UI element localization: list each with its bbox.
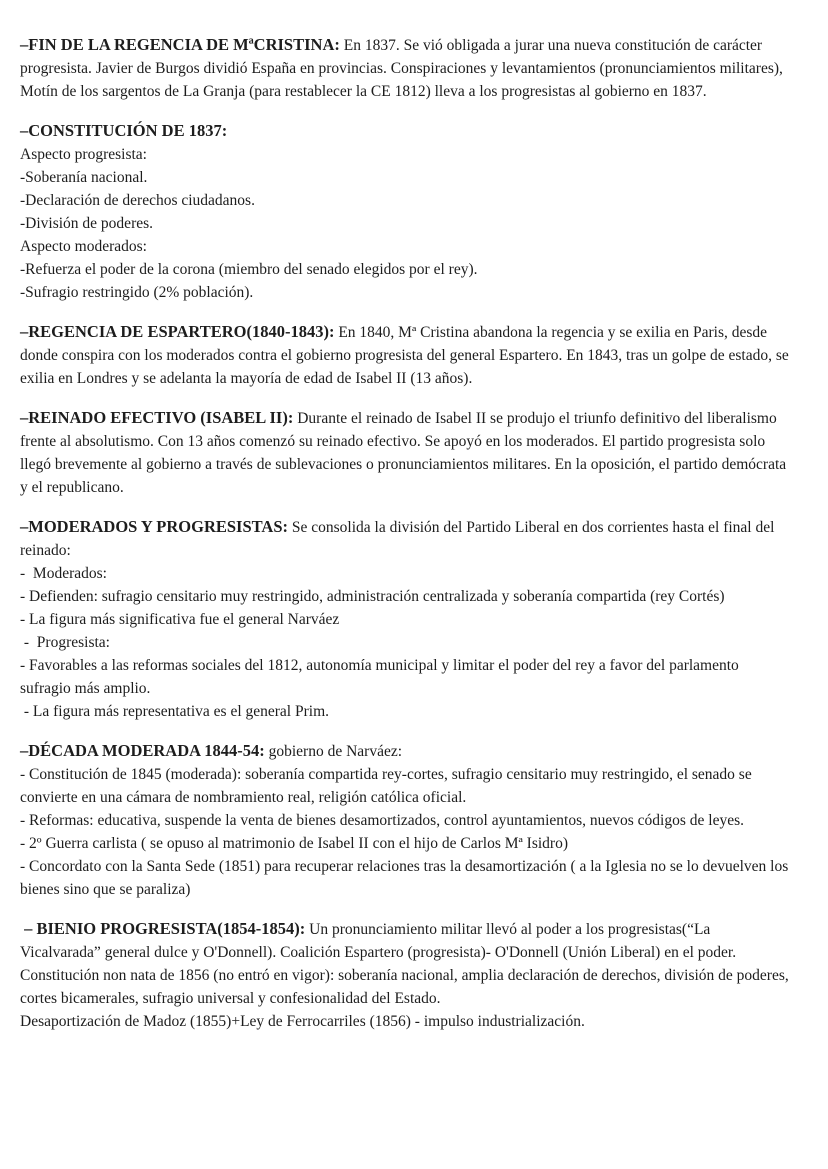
section-heading: –DÉCADA MODERADA 1844-54: (20, 741, 265, 760)
section-fin-regencia (20, 33, 792, 103)
section-paragraph (20, 33, 792, 103)
section-body-text: Se consolida la división del Partido Liberal en dos corrientes hasta el final del reinado: (20, 519, 779, 559)
section-bienio-progresista (20, 917, 792, 1033)
section-paragraph (20, 917, 792, 964)
section-line: - Reformas: educativa, suspende la venta de bienes desamortizados, control ayuntamientos, nuevos códigos de leyes. (20, 812, 744, 829)
section-line: - Concordato con la Santa Sede (1851) para recuperar relaciones tras la desamortización ( a la Iglesia no se lo devuelven los bienes sino que se paraliza) (20, 858, 793, 898)
section-heading: –FIN DE LA REGENCIA DE MªCRISTINA: (20, 35, 340, 54)
section-line: -Refuerza el poder de la corona (miembro del senado elegidos por el rey). (20, 261, 478, 278)
section-paragraph (20, 119, 792, 143)
section-heading: –CONSTITUCIÓN DE 1837: (20, 121, 228, 140)
section-line: Desaportización de Madoz (1855)+Ley de Ferrocarriles (1856) - impulso industrialización. (20, 1013, 585, 1030)
section-line: - Progresista: (20, 634, 110, 651)
section-paragraph (20, 320, 792, 390)
section-line: - La figura más representativa es el general Prim. (20, 703, 330, 720)
section-paragraph (20, 515, 792, 562)
section-heading: –REGENCIA DE ESPARTERO(1840-1843): (20, 322, 335, 341)
section-body-text: Durante el reinado de Isabel II se produjo el triunfo definitivo del liberalismo frente al absolutismo. Con 13 años comenzó su reinado efectivo. Se apoyó en los moderados. El partido progresista solo llegó brevemente al gobierno a través de sublevaciones o pronunciamientos militares. En la oposición, el partido demócrata y el republicano. (20, 410, 791, 496)
section-paragraph (20, 406, 792, 499)
section-heading: –REINADO EFECTIVO (ISABEL II): (20, 408, 294, 427)
section-line: -Declaración de derechos ciudadanos. (20, 192, 255, 209)
section-line: -División de poderes. (20, 215, 154, 232)
section-body-text: En 1840, Mª Cristina abandona la regencia y se exilia en Paris, desde donde conspira con los moderados contra el gobierno progresista del general Espartero. En 1843, tras un golpe de estado, se exilia en Londres y se adelanta la mayoría de edad de Isabel II (13 años). (20, 324, 793, 387)
section-line: Aspecto moderados: (20, 238, 147, 255)
section-paragraph (20, 739, 792, 763)
section-body-text: En 1837. Se vió obligada a jurar una nueva constitución de carácter progresista. Javier de Burgos dividió España en provincias. Conspiraciones y levantamientos (pronunciamientos militares), Motín de los sargentos de La Granja (para restablecer la CE 1812) lleva a los progresistas al gobierno en 1837. (20, 37, 787, 100)
section-line: -Sufragio restringido (2% población). (20, 284, 254, 301)
section-line: Aspecto progresista: (20, 146, 147, 163)
section-reinado-efectivo (20, 406, 792, 499)
section-body-text: Un pronunciamiento militar llevó al poder a los progresistas(“La Vicalvarada” general dulce y O'Donnell). Coalición Espartero (progresista)- O'Donnell (Unión Liberal) en el poder. (20, 921, 737, 961)
section-moderados-progresistas (20, 515, 792, 723)
section-heading: –MODERADOS Y PROGRESISTAS: (20, 517, 289, 536)
section-regencia-espartero (20, 320, 792, 390)
section-heading: – BIENIO PROGRESISTA(1854-1854): (20, 919, 306, 938)
section-line: -Soberanía nacional. (20, 169, 148, 186)
section-line: Constitución non nata de 1856 (no entró en vigor): soberanía nacional, amplia declaración de derechos, división de poderes, cortes bicamerales, sufragio universal y confesionalidad del Estado. (20, 967, 793, 1007)
section-line: - La figura más significativa fue el general Narváez (20, 611, 340, 628)
section-body-text: gobierno de Narváez: (264, 743, 403, 760)
section-line: - 2º Guerra carlista ( se opuso al matrimonio de Isabel II con el hijo de Carlos Mª Isidro) (20, 835, 568, 852)
section-decada-moderada (20, 739, 792, 901)
section-constitucion-1837 (20, 119, 792, 304)
section-line: - Constitución de 1845 (moderada): soberanía compartida rey-cortes, sufragio censitario muy restringido, el senado se convierte en una cámara de nombramiento real, religión católica oficial. (20, 766, 756, 806)
section-line: - Defienden: sufragio censitario muy restringido, administración centralizada y soberanía compartida (rey Cortés) (20, 588, 725, 605)
section-line: - Moderados: (20, 565, 107, 582)
section-line: - Favorables a las reformas sociales del 1812, autonomía municipal y limitar el poder del rey a favor del parlamento sufragio más amplio. (20, 657, 743, 697)
